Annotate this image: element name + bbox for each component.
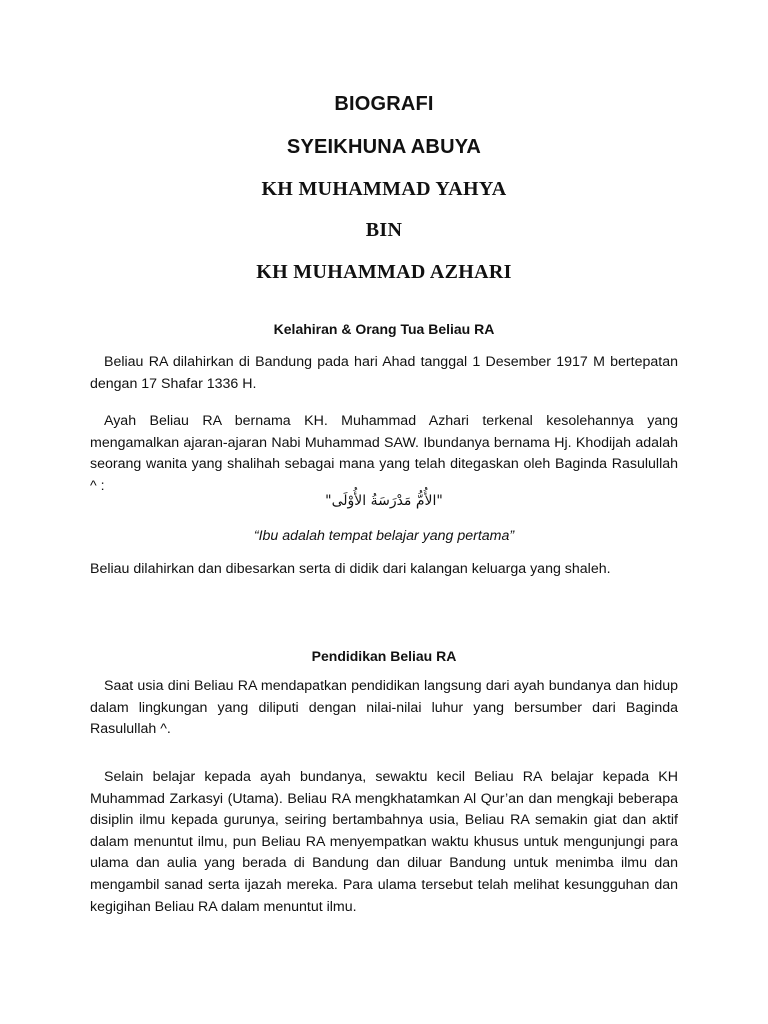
title-bin: BIN xyxy=(365,219,403,241)
section-heading-pendidikan: Pendidikan Beliau RA xyxy=(311,648,457,664)
arabic-quote: "الأُمُّ مَدْرَسَةُ الأُوْلَى" xyxy=(325,493,443,509)
quote-translation: “Ibu adalah tempat belajar yang pertama” xyxy=(253,528,515,544)
paragraph-upbringing: Beliau dilahirkan dan dibesarkan serta di didik dari kalangan keluarga yang shaleh. xyxy=(90,561,611,577)
paragraph-further-education: Selain belajar kepada ayah bundanya, sewaktu kecil Beliau RA belajar kepada KH Muhammad Zarkasyi (Utama). Beliau RA mengkhatamkan Al Qur’an dan mengkaji beberapa disiplin ilmu kepada gurunya, seiring bertambahnya usia, Beliau RA semakin giat dan aktif dalam menuntut ilmu, pun Beliau RA menyempatkan waktu khusus untuk mengunjungi para ulama dan aulia yang berada di Bandung dan diluar Bandung untuk menimba ilmu dan mengambil sanad serta ijazah mereka. Para ulama tersebut telah melihat kesungguhan dan kegigihan Beliau RA dalam menuntut ilmu. xyxy=(90,769,678,915)
title-name: KH MUHAMMAD YAHYA xyxy=(261,178,507,200)
document-page xyxy=(90,0,678,1024)
title-father-name: KH MUHAMMAD AZHARI xyxy=(256,261,512,283)
paragraph-early-education: Saat usia dini Beliau RA mendapatkan pendidikan langsung dari ayah bundanya dan hidup dalam lingkungan yang diliputi dengan nilai-nilai luhur yang bersumber dari Baginda Rasulullah ^. xyxy=(90,678,678,738)
title-syeikhuna-abuya: SYEIKHUNA ABUYA xyxy=(286,136,482,158)
paragraph-birth: Beliau RA dilahirkan di Bandung pada hari Ahad tanggal 1 Desember 1917 M bertepatan dengan 17 Shafar 1336 H. xyxy=(90,354,678,392)
paragraph-parents: Ayah Beliau RA bernama KH. Muhammad Azhari terkenal kesolehannya yang mengamalkan ajaran-ajaran Nabi Muhammad SAW. Ibundanya bernama Hj. Khodijah adalah seorang wanita yang shalihah sebagai mana yang telah ditegaskan oleh Baginda Rasulullah ^ : xyxy=(90,413,678,494)
section-heading-kelahiran: Kelahiran & Orang Tua Beliau RA xyxy=(273,321,495,337)
title-biografi: BIOGRAFI xyxy=(334,93,434,115)
